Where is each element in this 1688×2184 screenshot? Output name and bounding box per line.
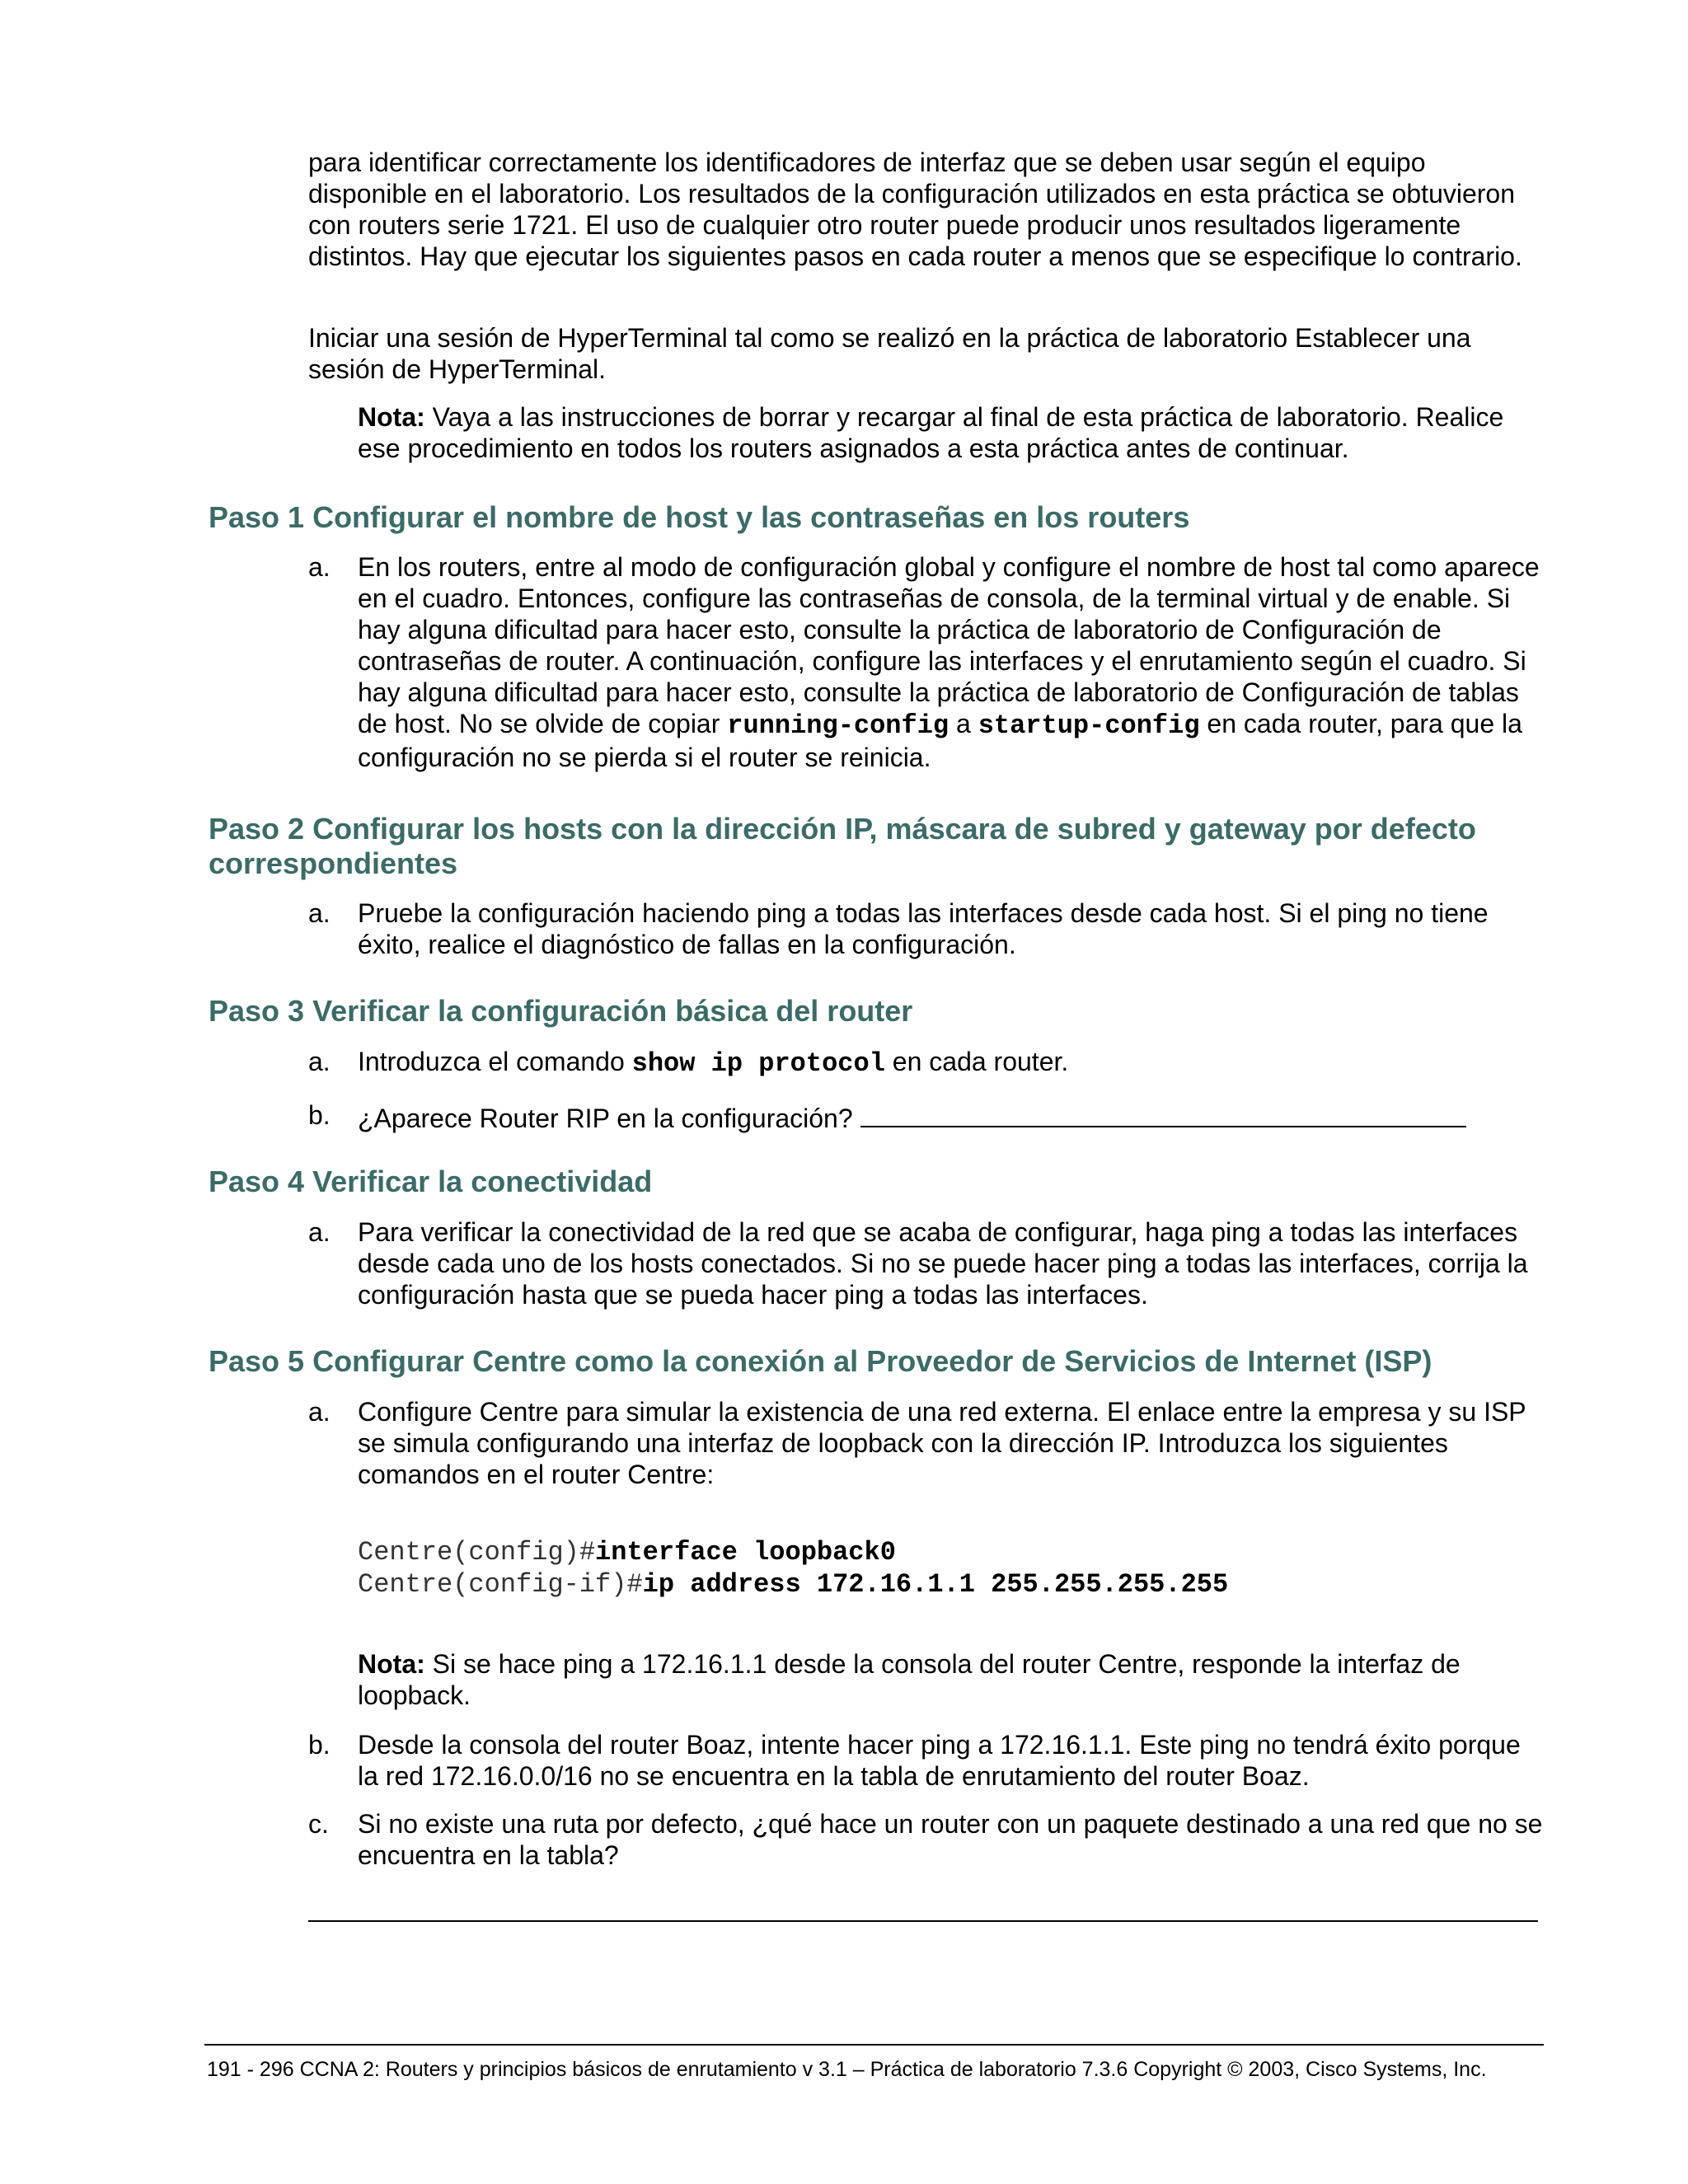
step1-item-a	[308, 551, 1545, 773]
step4-heading: Paso 4 Verificar la conectividad	[209, 1165, 653, 1198]
step5-heading: Paso 5 Configurar Centre como la conexión al Proveedor de Servicios de Internet (ISP)	[209, 1344, 1432, 1378]
step5-item-a	[308, 1396, 1545, 1490]
item-text: Configure Centre para simular la existencia de una red externa. El enlace entre la empresa y su ISP se simula configurando una interfaz de loopback con la dirección IP. Introduzca los siguientes comandos en el router Centre:	[358, 1397, 1526, 1489]
step2-item-a	[308, 898, 1545, 960]
item-label: b.	[308, 1730, 331, 1760]
item-label: b.	[308, 1100, 331, 1130]
step2-heading: Paso 2 Configurar los hosts con la dirección IP, máscara de subred y gateway por defecto correspondientes	[209, 812, 1476, 880]
code-line: Centre(config-if)#ip address 172.16.1.1 255.255.255.255	[358, 1569, 1229, 1600]
item-label: c.	[308, 1809, 329, 1839]
intro-paragraph: para identificar correctamente los identificadores de interfaz que se deben usar según el equipo disponible en el laboratorio. Los resultados de la configuración utilizados en esta práctica se obtuvieron con routers serie 1721. El uso de cualquier otro router puede producir unos resultados ligeramente distintos. Hay que ejecutar los siguientes pasos en cada router a menos que se especifique lo contrario.	[308, 148, 1522, 271]
step4-item-a	[308, 1216, 1545, 1310]
item-text: ¿Aparece Router RIP en la configuración?	[358, 1099, 1545, 1134]
item-label: a.	[308, 552, 331, 582]
note-label: Nota:	[358, 1649, 425, 1679]
step5-note	[358, 1648, 1545, 1711]
item-text: En los routers, entre al modo de configuración global y configure el nombre de host tal como aparece en el cuadro. Entonces, configure las contraseñas de consola, de la terminal virtual y de enable. Si hay alguna dificultad para hacer esto, consulte la práctica de laboratorio de Configuración de contraseñas de router. A continuación, configure las interfaces y el enrutamiento según el cuadro. Si hay alguna dificultad para hacer esto, consulte la práctica de laboratorio de Configuración de tablas de host. No se olvide de copiar running-config a startup-config en cada router, para que la configuración no se pierda si el router se reinicia.	[358, 552, 1540, 772]
step1-heading: Paso 1 Configurar el nombre de host y las contraseñas en los routers	[209, 500, 1190, 534]
note-text: Si se hace ping a 172.16.1.1 desde la consola del router Centre, responde la interfaz de loopback.	[358, 1649, 1461, 1710]
item-text: Desde la consola del router Boaz, intente hacer ping a 172.16.1.1. Este ping no tendrá éxito porque la red 172.16.0.0/16 no se encuentra en la tabla de enrutamiento del router Boaz.	[358, 1730, 1521, 1791]
item-text: Introduzca el comando show ip protocol en cada router.	[358, 1047, 1069, 1079]
item-label: a.	[308, 1397, 331, 1427]
footer-divider	[204, 2044, 1544, 2046]
item-label: a.	[308, 1217, 331, 1247]
note-label: Nota:	[358, 402, 425, 432]
step3-heading: Paso 3 Verificar la configuración básica del router	[209, 994, 913, 1028]
item-text: Para verificar la conectividad de la red que se acaba de configurar, haga ping a todas las interfaces desde cada uno de los hosts conectados. Si no se puede hacer ping a todas las interfaces, corrija la configuración hasta que se pueda hacer ping a todas las interfaces.	[358, 1217, 1528, 1310]
item-label: a.	[308, 1047, 331, 1076]
show-ip-protocol-command: show ip protocol	[631, 1048, 885, 1079]
item-label: a.	[308, 898, 331, 928]
hyperterminal-paragraph: Iniciar una sesión de HyperTerminal tal como se realizó en la práctica de laboratorio Establecer una sesión de HyperTerminal.	[308, 323, 1471, 384]
page-footer: 191 - 296 CCNA 2: Routers y principios básicos de enrutamiento v 3.1 – Práctica de laboratorio 7.3.6 Copyright © 2003, Cisco Systems, Inc.	[207, 2058, 1487, 2081]
code-line: Centre(config)#interface loopback0	[358, 1537, 896, 1568]
item-text: Si no existe una ruta por defecto, ¿qué hace un router con un paquete destinado a una red que no se encuentra en la tabla?	[358, 1809, 1543, 1870]
intro-note	[358, 401, 1545, 464]
running-config-command: running-config	[727, 710, 950, 741]
step3-item-a	[308, 1046, 1545, 1080]
note-text: Vaya a las instrucciones de borrar y recargar al final de esta práctica de laboratorio. Realice ese procedimiento en todos los routers asignados a esta práctica antes de continuar.	[358, 402, 1504, 463]
answer-blank[interactable]	[860, 1099, 1466, 1127]
answer-line[interactable]	[308, 1920, 1538, 1922]
step5-item-b	[308, 1729, 1545, 1792]
item-text: Pruebe la configuración haciendo ping a todas las interfaces desde cada host. Si el ping no tiene éxito, realice el diagnóstico de fallas en la configuración.	[358, 898, 1489, 959]
startup-config-command: startup-config	[978, 710, 1200, 741]
step3-item-b	[308, 1099, 1545, 1134]
step5-item-c	[308, 1808, 1545, 1871]
